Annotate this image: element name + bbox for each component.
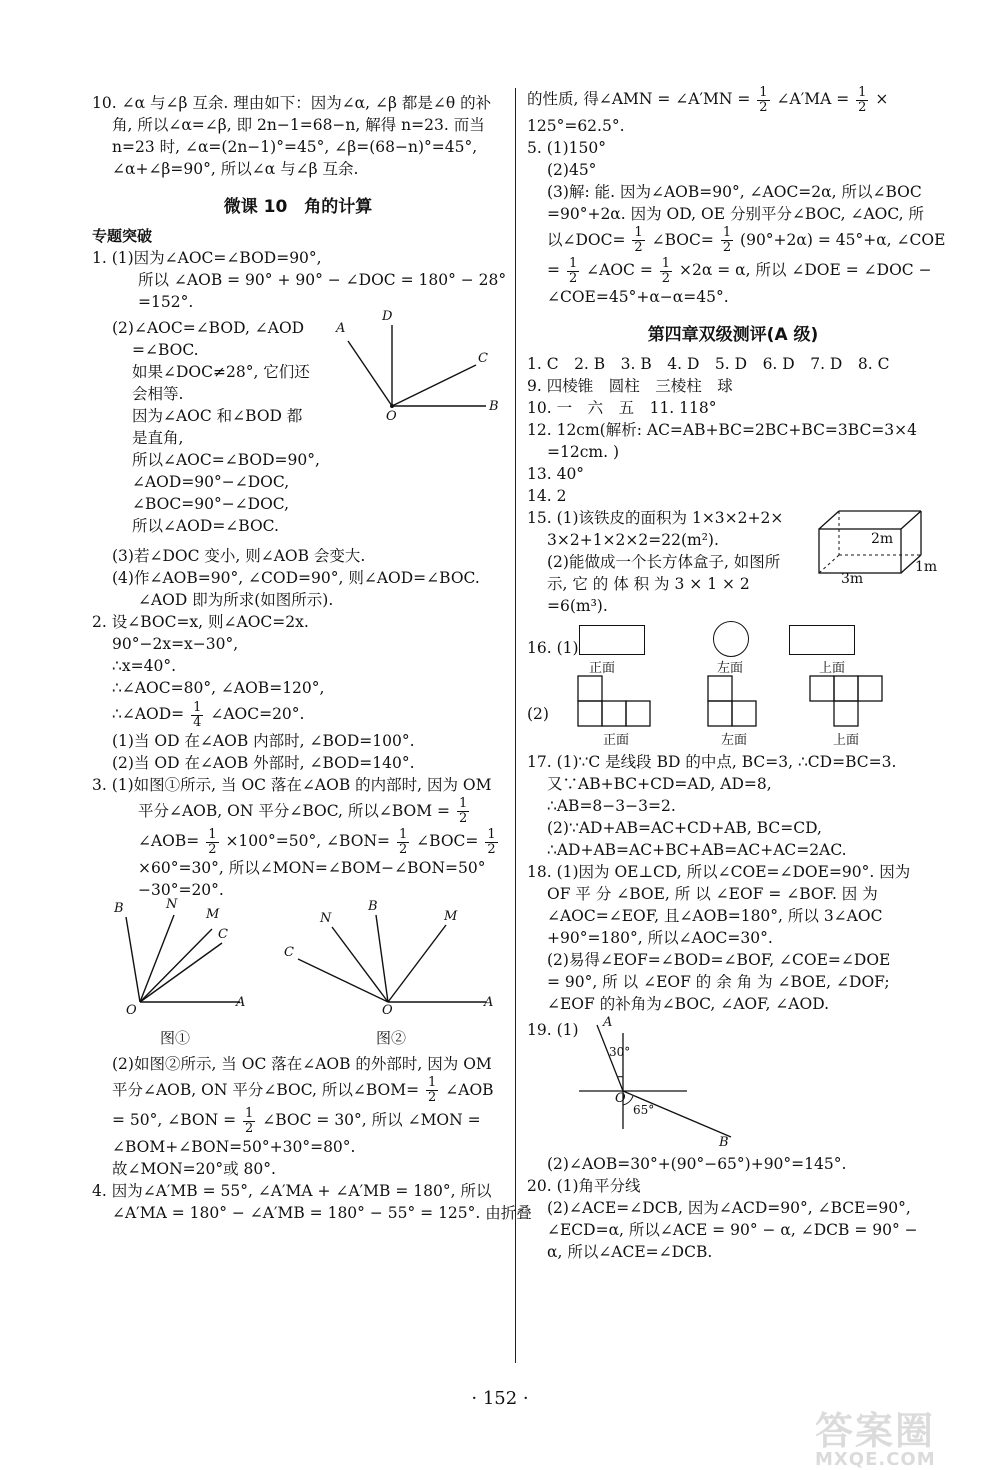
q3-text: ∠AOB= bbox=[138, 832, 200, 850]
q1-block bbox=[92, 247, 507, 611]
q15-block bbox=[527, 507, 939, 619]
q1-part2-text bbox=[112, 317, 320, 537]
watermark bbox=[815, 1400, 990, 1470]
numerator: 1 bbox=[759, 84, 768, 100]
q15-line: (2)能做成一个长方体盒子, 如图所 bbox=[547, 552, 781, 571]
fraction bbox=[397, 828, 409, 857]
label-o: O bbox=[126, 1002, 137, 1018]
fraction bbox=[426, 1076, 438, 1105]
q2-case-2: (2)当 OD 在∠AOB 外部时, ∠BOD=140°. bbox=[112, 753, 415, 772]
q15-line: 15. (1)该铁皮的面积为 1×3×2+2× bbox=[527, 508, 784, 527]
label-c: C bbox=[284, 944, 294, 960]
denominator: 2 bbox=[634, 240, 643, 255]
top-view-rect bbox=[789, 625, 855, 655]
q5-block bbox=[527, 137, 946, 308]
answer-line: 14. 2 bbox=[527, 486, 567, 505]
q20-line: α, 所以∠ACE=∠DCB. bbox=[547, 1242, 713, 1261]
q3-part2-line-4: ∠BOM+∠BON=50°+30°=80°. bbox=[112, 1137, 356, 1156]
q18-block bbox=[527, 861, 939, 1015]
q2-text: ∠AOC=20°. bbox=[210, 705, 305, 723]
q5-line-3: (3)解: 能. 因为∠AOB=90°, ∠AOC=2α, 所以∠BOC bbox=[547, 182, 922, 201]
q1-part3: (3)若∠DOC 变小, 则∠AOB 会变大. bbox=[112, 547, 366, 565]
numerator: 1 bbox=[245, 1105, 254, 1121]
label-o: O bbox=[386, 409, 397, 424]
denominator: 2 bbox=[208, 841, 217, 857]
q18-line: ∠EOF 的补角为∠BOC, ∠AOF, ∠AOD. bbox=[547, 994, 829, 1013]
label-b: B bbox=[114, 900, 124, 916]
denominator: 2 bbox=[568, 270, 578, 286]
numerator: 1 bbox=[193, 699, 202, 715]
q20-line: ∠ECD=α, 所以∠ACE = 90° − α, ∠DCB = 90° − bbox=[547, 1220, 918, 1239]
answer-line: 1. C 2. B 3. B 4. D 5. D 6. D 7. D 8. C bbox=[527, 354, 890, 373]
denominator: 2 bbox=[398, 841, 408, 857]
denominator: 2 bbox=[245, 1120, 254, 1136]
label-b: B bbox=[368, 898, 378, 914]
top-view-squares bbox=[809, 675, 885, 729]
q1-p2-line: ∠BOC=90°−∠DOC, bbox=[132, 495, 290, 513]
label-a: A bbox=[603, 1014, 613, 1030]
q1-p2-line: 所以∠AOD=∠BOC. bbox=[132, 517, 279, 535]
q5-line-4: =90°+2α. 因为 OD, OE 分别平分∠BOC, ∠AOC, 所 bbox=[547, 204, 925, 223]
q2-line: 90°−2x=x−30°, bbox=[112, 635, 239, 653]
denominator: 2 bbox=[428, 1090, 437, 1105]
q3-line-4: ×60°=30°, 所以∠MON=∠BOM−∠BON=50° bbox=[138, 858, 486, 877]
denominator: 2 bbox=[722, 240, 732, 255]
q3-figure-1 bbox=[112, 896, 262, 1053]
q19-figure bbox=[575, 1014, 745, 1151]
q17-line: ∴AB=8−3−3=2. bbox=[547, 796, 676, 815]
front-view-rect bbox=[579, 625, 645, 655]
q3-part2-line-1: (2)如图②所示, 当 OC 落在∠AOB 的外部时, 因为 OM bbox=[112, 1054, 492, 1073]
q5-line-7: ∠COE=45°+α−α=45°. bbox=[547, 287, 729, 306]
left-view-caption: 左面 bbox=[717, 660, 744, 676]
q1-part4-a: (4)作∠AOB=90°, ∠COD=90°, 则∠AOD=∠BOC. bbox=[112, 569, 480, 587]
q4-line-1: 4. 因为∠A′MB = 55°, ∠A′MA + ∠A′MB = 180°, 所以 bbox=[92, 1181, 492, 1200]
denominator: 2 bbox=[458, 811, 468, 826]
label-o: O bbox=[382, 1002, 393, 1018]
q10-block bbox=[92, 92, 504, 180]
q10-line-2: 角, 所以∠α=∠β, 即 2n−1=68−n, 解得 n=23. 而当 bbox=[112, 116, 485, 134]
q15-line: =6(m³). bbox=[547, 596, 608, 615]
q2-line: ∴∠AOC=80°, ∠AOB=120°, bbox=[112, 679, 325, 697]
front-view-caption-2: 正面 bbox=[603, 732, 630, 748]
q5-text: ∠BOC= bbox=[651, 230, 714, 249]
q19-part2: (2)∠AOB=30°+(90°−65°)+90°=145°. bbox=[547, 1154, 847, 1173]
numerator: 1 bbox=[487, 826, 496, 842]
q15-line: 3×2+1×2×2=22(m²). bbox=[547, 530, 719, 549]
q18-line: +90°=180°, 所以∠AOC=30°. bbox=[547, 928, 773, 947]
q10-line-1: 10. ∠α 与∠β 互余. 理由如下：因为∠α, ∠β 都是∠θ 的补 bbox=[92, 94, 492, 112]
q18-line: (2)易得∠EOF=∠BOD=∠BOF, ∠COE=∠DOE bbox=[547, 950, 891, 969]
fraction bbox=[660, 257, 672, 286]
label-b: B bbox=[489, 399, 499, 414]
chapter-title: 第四章双级测评(A 级) bbox=[647, 324, 819, 345]
q3-part2-line-5: 故∠MON=20°或 80°. bbox=[112, 1159, 276, 1178]
denominator: 2 bbox=[487, 841, 496, 857]
q4-block bbox=[92, 1180, 532, 1224]
q20-block bbox=[527, 1175, 939, 1263]
q1-p2-line: (2)∠AOC=∠BOD, ∠AOD bbox=[112, 319, 305, 337]
q1-p2-line: 因为∠AOC 和∠BOD 都 bbox=[132, 407, 303, 425]
q20-line: (2)∠ACE=∠DCB, 因为∠ACD=90°, ∠BCE=90°, bbox=[547, 1198, 911, 1217]
q17-line: 17. (1)∵C 是线段 BD 的中点, BC=3, ∴CD=BC=3. bbox=[527, 752, 897, 771]
figure-2-diagram bbox=[278, 907, 504, 1017]
figure-1-caption: 图① bbox=[160, 1028, 191, 1047]
fraction bbox=[632, 226, 644, 255]
q3-text: ∠BOC = 30°, 所以 ∠MON = bbox=[262, 1111, 481, 1129]
top-view-caption-2: 上面 bbox=[833, 732, 860, 748]
denominator: 2 bbox=[858, 99, 867, 115]
q19-label: 19. (1) bbox=[527, 1020, 579, 1039]
height-label: 2m bbox=[871, 530, 894, 547]
q4-cont-line-2: 125°=62.5°. bbox=[527, 116, 625, 135]
numerator: 1 bbox=[568, 255, 578, 271]
q19-block bbox=[527, 1015, 939, 1153]
q20-line: 20. (1)角平分线 bbox=[527, 1176, 641, 1195]
right-column bbox=[527, 84, 946, 1263]
q3-block bbox=[92, 774, 504, 1180]
q4-line-2: ∠A′MA = 180° − ∠A′MB = 180° − 55° = 125°. 由折叠 bbox=[112, 1203, 532, 1222]
q16-block bbox=[527, 619, 939, 751]
q3-line-3 bbox=[92, 826, 504, 857]
q3-text: ∠BOC= bbox=[416, 832, 479, 850]
numerator: 1 bbox=[722, 225, 732, 240]
q1-p2-line: ∠AOD=90°−∠DOC, bbox=[132, 473, 290, 491]
numerator: 1 bbox=[458, 796, 468, 811]
numerator: 1 bbox=[428, 1075, 437, 1090]
denominator: 4 bbox=[193, 714, 202, 730]
answers-block bbox=[527, 353, 939, 507]
q4-text: × bbox=[875, 90, 889, 108]
left-column bbox=[92, 92, 532, 1224]
label-n: N bbox=[166, 896, 178, 912]
q5-line-5 bbox=[527, 225, 946, 256]
q18-line: OF 平 分 ∠BOE, 所 以 ∠EOF = ∠BOF. 因 为 bbox=[547, 884, 878, 903]
denominator: 2 bbox=[661, 270, 671, 286]
q4-cont-line-1 bbox=[527, 84, 939, 115]
q1-p2-line: 如果∠DOC≠28°, 它们还 bbox=[132, 363, 310, 381]
q3-text: ∠AOB bbox=[445, 1080, 494, 1099]
label-d: D bbox=[382, 309, 393, 324]
cuboid-diagram bbox=[815, 507, 939, 587]
q15-line: 示, 它 的 体 积 为 3 × 1 × 2 bbox=[547, 574, 750, 593]
q16-part1-label: 16. (1) bbox=[527, 638, 579, 657]
q2-text: ∴∠AOD= bbox=[112, 705, 185, 723]
numerator: 1 bbox=[208, 826, 217, 842]
q3-part2-line-2 bbox=[92, 1075, 504, 1106]
numerator: 1 bbox=[398, 826, 408, 842]
fraction bbox=[485, 828, 497, 857]
fraction bbox=[457, 797, 469, 826]
answer-line: 13. 40° bbox=[527, 464, 585, 483]
q18-line: = 90°, 所 以 ∠EOF 的 余 角 为 ∠BOE, ∠DOF; bbox=[547, 972, 890, 991]
answer-line: 10. 一 六 五 11. 118° bbox=[527, 398, 717, 417]
q2-case-1: (1)当 OD 在∠AOB 内部时, ∠BOD=100°. bbox=[112, 731, 415, 750]
q5-text: ×2α = α, 所以 ∠DOE = ∠DOC − bbox=[678, 261, 932, 279]
q1-p2-line: 所以∠AOC=∠BOD=90°, bbox=[132, 451, 320, 469]
fraction bbox=[206, 828, 218, 857]
q3-part2-line-3 bbox=[92, 1105, 504, 1136]
q4-text: ∠A′MA = bbox=[776, 90, 850, 108]
numerator: 1 bbox=[661, 255, 671, 271]
q5-line-2: (2)45° bbox=[547, 160, 597, 179]
numerator: 1 bbox=[634, 225, 643, 240]
q3-text: ×100°=50°, ∠BON= bbox=[225, 832, 390, 850]
left-view-caption-2: 左面 bbox=[721, 732, 748, 748]
q3-figures bbox=[92, 896, 504, 1053]
label-b: B bbox=[719, 1134, 729, 1150]
depth-label: 1m bbox=[915, 558, 938, 575]
denominator: 2 bbox=[759, 99, 768, 115]
q5-line-6 bbox=[527, 255, 939, 286]
q3-line-2 bbox=[92, 796, 504, 827]
q15-text bbox=[527, 507, 783, 617]
q5-text: 以∠DOC= bbox=[547, 230, 626, 249]
answer-line: 12. 12cm(解析: AC=AB+BC=2BC+BC=3BC=3×4 bbox=[527, 420, 918, 439]
q1-line-3: =152°. bbox=[138, 293, 194, 311]
q1-part4-b: ∠AOD 即为所求(如图所示). bbox=[138, 591, 334, 609]
q1-line-1: 1. (1)因为∠AOC=∠BOD=90°, bbox=[92, 249, 322, 267]
label-m: M bbox=[206, 906, 220, 922]
fraction bbox=[856, 86, 868, 115]
page-number: · 152 · bbox=[471, 1388, 529, 1409]
label-o: O bbox=[615, 1090, 626, 1106]
label-a: A bbox=[484, 994, 494, 1010]
width-label: 3m bbox=[841, 570, 864, 587]
left-view-circle bbox=[713, 621, 749, 657]
figure-2-caption: 图② bbox=[376, 1028, 407, 1047]
label-a: A bbox=[336, 321, 346, 336]
q3-figure-2 bbox=[278, 898, 504, 1053]
top-view-caption: 上面 bbox=[819, 660, 846, 676]
q3-line-5: −30°=20°. bbox=[138, 880, 224, 899]
q1-part2-area bbox=[92, 309, 504, 545]
fraction bbox=[567, 257, 579, 286]
label-c: C bbox=[218, 926, 228, 942]
q3-text: 平分∠AOB, ON 平分∠BOC, 所以∠BOM = bbox=[138, 801, 451, 820]
q1-p2-line: 会相等. bbox=[132, 385, 184, 403]
answer-line: 9. 四棱锥 圆柱 三棱柱 球 bbox=[527, 376, 733, 395]
q5-line-1: 5. (1)150° bbox=[527, 138, 607, 157]
fraction bbox=[191, 701, 203, 730]
q3-text: = 50°, ∠BON = bbox=[112, 1111, 237, 1129]
angle-65-label: 65° bbox=[633, 1102, 655, 1117]
q18-line: 18. (1)因为 OE⊥CD, 所以∠COE=∠DOE=90°. 因为 bbox=[527, 862, 911, 881]
q1-line-2: 所以 ∠AOB = 90° + 90° − ∠DOC = 180° − 28° bbox=[138, 271, 507, 289]
cuboid-figure bbox=[815, 507, 939, 587]
numerator: 1 bbox=[858, 84, 867, 100]
watermark-logo-text: 答案圈 bbox=[815, 1409, 936, 1453]
q2-block bbox=[92, 611, 504, 774]
label-n: N bbox=[320, 910, 332, 926]
fraction bbox=[721, 226, 733, 255]
q17-line: ∴AD+AB=AC+BC+AB=AC+AC=2AC. bbox=[547, 840, 847, 859]
subsection-title: 专题突破 bbox=[92, 227, 153, 245]
watermark-url: MXQE.COM bbox=[815, 1449, 936, 1470]
q5-text: (90°+2α) = 45°+α, ∠COE bbox=[740, 230, 946, 249]
q17-line: 又∵AB+BC+CD=AD, AD=8, bbox=[547, 774, 772, 793]
angle-30-label: 30° bbox=[609, 1044, 631, 1059]
column-divider bbox=[515, 88, 516, 1363]
q2-line: 2. 设∠BOC=x, 则∠AOC=2x. bbox=[92, 613, 309, 631]
q3-line-1: 3. (1)如图①所示, 当 OC 落在∠AOB 的内部时, 因为 OM bbox=[92, 775, 492, 794]
label-m: M bbox=[444, 908, 458, 924]
answer-line: =12cm. ) bbox=[547, 442, 619, 461]
q1-p2-line: =∠BOC. bbox=[132, 341, 199, 359]
front-view-squares bbox=[577, 675, 653, 729]
q10-line-3: n=23 时, ∠α=(2n−1)°=45°, ∠β=(68−n)°=45°, bbox=[112, 138, 478, 156]
q19-diagram bbox=[575, 1019, 745, 1151]
label-a: A bbox=[236, 994, 246, 1010]
q16-part2-label: (2) bbox=[527, 704, 549, 723]
q18-line: ∠AOC=∠EOF, 且∠AOB=180°, 所以 3∠AOC bbox=[547, 906, 883, 925]
fraction bbox=[757, 86, 769, 115]
section-title: 微课 10 角的计算 bbox=[223, 197, 373, 217]
fraction bbox=[243, 1107, 255, 1136]
left-view-squares bbox=[707, 675, 759, 729]
angle-diagram bbox=[336, 313, 506, 423]
label-c: C bbox=[478, 351, 488, 366]
q2-line: ∴x=40°. bbox=[112, 657, 176, 675]
q1-p2-line: 是直角, bbox=[132, 429, 184, 447]
q17-line: (2)∵AD+AB=AC+CD+AB, BC=CD, bbox=[547, 818, 822, 837]
q2-line-frac bbox=[92, 699, 504, 730]
q4-text: 的性质, 得∠AMN = ∠A′MN = bbox=[527, 90, 751, 108]
q1-angle-figure bbox=[336, 309, 506, 424]
q5-text: ∠AOC = bbox=[586, 261, 653, 279]
q17-block bbox=[527, 751, 939, 861]
q10-line-4: ∠α+∠β=90°, 所以∠α 与∠β 互余. bbox=[112, 160, 359, 178]
front-view-caption: 正面 bbox=[589, 660, 616, 676]
q3-text: 平分∠AOB, ON 平分∠BOC, 所以∠BOM= bbox=[112, 1080, 420, 1099]
q5-text: = bbox=[547, 261, 560, 279]
